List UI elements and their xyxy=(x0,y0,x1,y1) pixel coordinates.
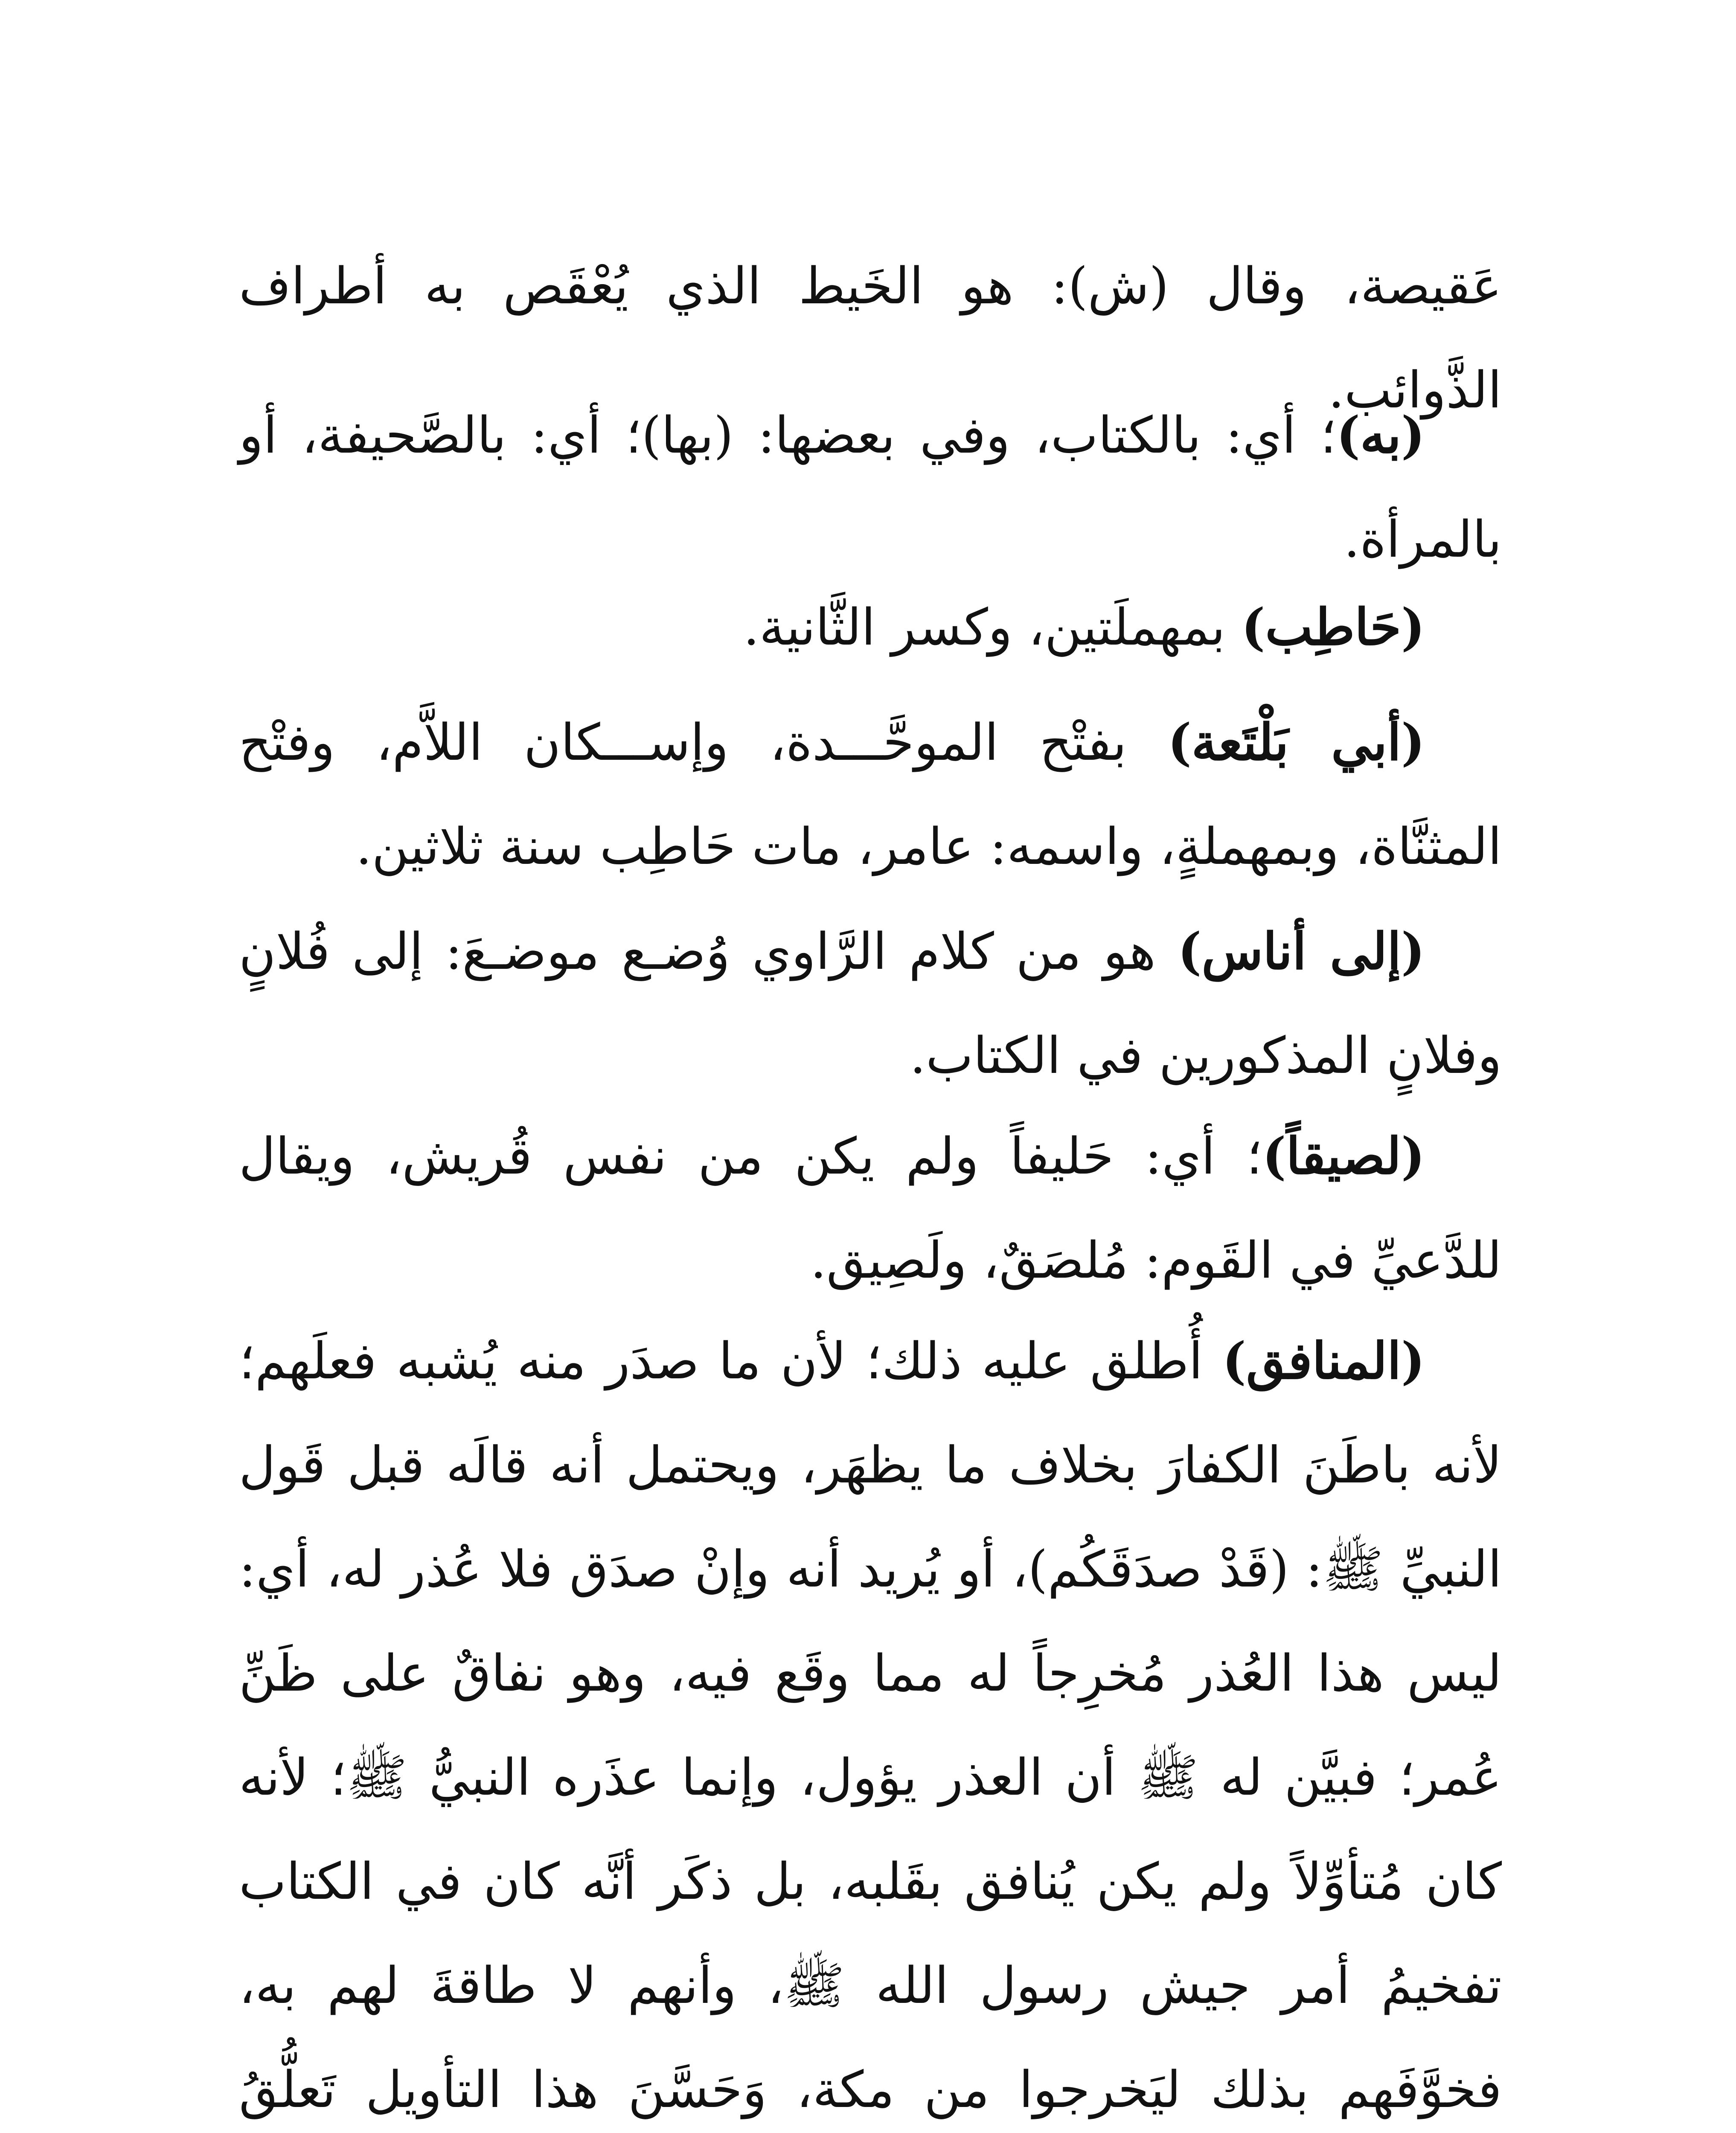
entry-text: ؛ أي: بالكتاب، وفي بعضها: (بها)؛ أي: بالصَّحيفة، أو بالمرأة. xyxy=(239,406,1502,569)
entry-text: بفتْح الموحَّـــدة، وإســـكان اللاَّم، وفتْح المثنَّاة، وبمهملةٍ، واسمه: عامر، مات حَاطِب سنة ثلاثين. xyxy=(239,713,1502,876)
entry-lemma: (المنافق) xyxy=(1222,1331,1425,1390)
entry-hatib xyxy=(239,575,1502,679)
entry-text: عَقيصة، وقال (ش): هو الخَيط الذي يُعْقَص به أطراف الذَّوائب. xyxy=(239,256,1502,419)
entry-text: ؛ أي: حَليفاً ولم يكن من نفس قُريش، ويقال للدَّعيِّ في القَوم: مُلصَقٌ، ولَصِيق. xyxy=(239,1127,1502,1290)
entry-lemma: (به) xyxy=(1336,405,1425,465)
entry-lemma: (لصيقاً) xyxy=(1262,1126,1425,1186)
entry-text: هو من كلام الرَّاوي وُضـع موضـعَ: إلى فُلانٍ وفلانٍ المذكورين في الكتاب. xyxy=(239,922,1502,1085)
entry-lemma: (حَاطِب) xyxy=(1241,597,1425,657)
entry-lemma: (إلى أناس) xyxy=(1178,921,1425,981)
entry-abi-baltaa xyxy=(239,690,1502,898)
entry-ila-unas xyxy=(239,899,1502,1107)
entry-lasiqan xyxy=(239,1104,1502,1312)
entry-al-munafiq xyxy=(239,1309,1502,2133)
entry-text: بمهملَتين، وكسر الثَّانية. xyxy=(743,598,1242,657)
entry-lemma: (أبي بَلْتَعة) xyxy=(1167,712,1425,772)
entry-bihi xyxy=(239,383,1502,591)
document-page xyxy=(239,183,1502,2133)
entry-text: أُطلق عليه ذلك؛ لأن ما صدَر منه يُشبه فعلَهم؛ لأنه باطَنَ الكفارَ بخلاف ما يظهَر، ويحتمل أنه قالَه قبل قَول النبيِّ ﷺ: (قَدْ صدَقَكُم)، أو يُريد أنه وإنْ صدَق فلا عُذر له، أي: ليس هذا العُذر مُخرِجاً له مما وقَع فيه، وهو نفاقٌ على ظَنِّ عُمر؛ فبيَّن له ﷺ أن العذر يؤول، وإنما عذَره النبيُّ ﷺ؛ لأنه كان مُتأوِّلاً ولم يكن يُنافق بقَلبه، بل ذكَر أنَّه كان في الكتاب تفخيمُ أمر جيش رسول الله ﷺ، وأنهم لا طاقةَ لهم به، فخوَّفَهم بذلك ليَخرجوا من مكة، وَحَسَّنَ هذا التأويل تَعلُّقُ xyxy=(239,1331,1502,2119)
